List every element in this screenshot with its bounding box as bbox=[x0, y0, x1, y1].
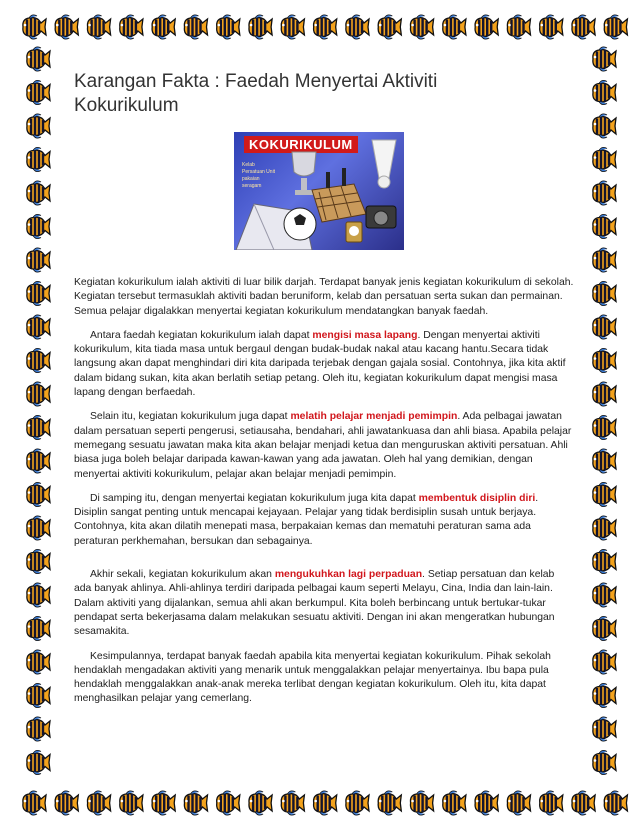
tropical-fish-icon bbox=[378, 791, 401, 815]
tropical-fish-icon bbox=[27, 583, 50, 607]
kokurikulum-illustration bbox=[234, 132, 404, 250]
tropical-fish-icon bbox=[120, 15, 143, 39]
paragraph-2: Selain itu, kegiatan kokurikulum juga dapat melatih pelajar menjadi pemimpin. Ada pelbagai jawatan dalam persatuan seperti pengerusi, setiausaha, bendahari, ahli jawatankuasa dan ahli biasa. Apabila pelajar memegang sesuatu jawatan maka kita akan belajar menjadi ketua dan menguruskan aktiviti persatuan. Ahli biasa juga boleh belajar daripada kawan-kawan yang ada jawatan. Oleh hal yang demikian, dengan menyertai aktiviti kokurikulum, pelajar akan belajar menjadi pemimpin. bbox=[74, 411, 572, 480]
tropical-fish-icon bbox=[217, 791, 240, 815]
tropical-fish-icon bbox=[443, 15, 466, 39]
tropical-fish-icon bbox=[604, 15, 627, 39]
tropical-fish-icon bbox=[120, 791, 143, 815]
soccer-ball-icon bbox=[284, 208, 316, 240]
tropical-fish-icon bbox=[604, 791, 627, 815]
tropical-fish-icon bbox=[27, 549, 50, 573]
tropical-fish-icon bbox=[475, 791, 498, 815]
tropical-fish-icon bbox=[593, 482, 616, 506]
tropical-fish-icon bbox=[593, 248, 616, 272]
paragraph-4: Akhir sekali, kegiatan kokurikulum akan mengukuhkan lagi perpaduan. Setiap persatuan dan kelab ada banyak ahlinya. Ahli-ahlinya terdiri daripada pelbagai kaum seperti Melayu, Cina, India dan lain-lain. Dalam aktiviti yang dijalankan, semua ahli akan berkumpul. Kita boleh berbincang untuk bertukar-tukar pendapat serta bekerjasama dalam melakukan sesuatu aktiviti. Dengan ini akan mengeratkan hubungan sesamakita. bbox=[74, 569, 555, 638]
key-point: mengukuhkan lagi perpaduan bbox=[274, 569, 423, 581]
tropical-fish-icon bbox=[87, 791, 110, 815]
tropical-fish-icon bbox=[593, 47, 616, 71]
tropical-fish-icon bbox=[593, 348, 616, 372]
tropical-fish-icon bbox=[27, 248, 50, 272]
tropical-fish-icon bbox=[593, 114, 616, 138]
tropical-fish-icon bbox=[281, 15, 304, 39]
tropical-fish-icon bbox=[27, 482, 50, 506]
camera-icon bbox=[366, 206, 396, 228]
illustration-art bbox=[234, 132, 404, 250]
tropical-fish-icon bbox=[27, 415, 50, 439]
tropical-fish-icon bbox=[27, 315, 50, 339]
tropical-fish-icon bbox=[27, 281, 50, 305]
tropical-fish-icon bbox=[55, 15, 78, 39]
tropical-fish-icon bbox=[593, 583, 616, 607]
tropical-fish-icon bbox=[540, 15, 563, 39]
page-title: Karangan Fakta : Faedah Menyertai Aktiviti Kokurikulum bbox=[74, 71, 438, 116]
tropical-fish-icon bbox=[593, 750, 616, 774]
tropical-fish-icon bbox=[27, 717, 50, 741]
tropical-fish-icon bbox=[314, 15, 337, 39]
tropical-fish-icon bbox=[27, 181, 50, 205]
tropical-fish-icon bbox=[346, 791, 369, 815]
key-point: melatih pelajar menjadi pemimpin bbox=[290, 411, 458, 423]
tropical-fish-icon bbox=[27, 683, 50, 707]
tropical-fish-icon bbox=[27, 449, 50, 473]
tropical-fish-icon bbox=[593, 516, 616, 540]
paragraph-conclusion: Kesimpulannya, terdapat banyak faedah apabila kita menyertai kegiatan kokurikulum. Pihak sekolah hendaklah mengadakan aktiviti yang menarik untuk menggalakkan pelajar menyertainya. Ibu bapa pula hendaklah menggalakkan anak-anak mereka terlibat dengan kegiatan kokurikulum. Oleh itu, kita dapat menghasilkan pelajar yang cemerlang. bbox=[74, 650, 551, 705]
paragraph-3: Di samping itu, dengan menyertai kegiatan kokurikulum juga kita dapat membentuk disiplin diri. Disiplin sangat penting untuk mencapai kejayaan. Pelajar yang tidak berdisiplin susah untuk berjaya. Contohnya, kita akan dilatih menepati masa, berpakaian kemas dan mematuhi peraturan sama ada peraturan perkhemahan, bersukan dan sebagainya. bbox=[74, 492, 539, 547]
paragraph-intro: Kegiatan kokurikulum ialah aktiviti di luar bilik darjah. Terdapat banyak jenis kegiatan kokurikulum di sekolah. Kegiatan tersebut termasuklah aktiviti badan beruniform, kelab dan persatuan serta sukan dan permainan. Semua pelajar digalakkan menyertai kegiatan kokurikulum mendatangkan banyak faedah. bbox=[74, 277, 574, 317]
tropical-fish-icon bbox=[593, 214, 616, 238]
tropical-fish-icon bbox=[593, 382, 616, 406]
tropical-fish-icon bbox=[281, 791, 304, 815]
tropical-fish-icon bbox=[217, 15, 240, 39]
tropical-fish-icon bbox=[593, 147, 616, 171]
tropical-fish-icon bbox=[27, 750, 50, 774]
tropical-fish-icon bbox=[593, 181, 616, 205]
tropical-fish-icon bbox=[507, 15, 530, 39]
tropical-fish-icon bbox=[27, 616, 50, 640]
tropical-fish-icon bbox=[27, 80, 50, 104]
image-caption: Kelab Persatuan Unit pakaian seragam bbox=[242, 162, 276, 189]
clock-icon bbox=[346, 222, 362, 242]
tropical-fish-icon bbox=[314, 791, 337, 815]
tropical-fish-icon bbox=[410, 15, 433, 39]
tropical-fish-icon bbox=[593, 616, 616, 640]
shuttlecock-icon bbox=[372, 140, 396, 188]
tropical-fish-icon bbox=[540, 791, 563, 815]
tropical-fish-icon bbox=[87, 15, 110, 39]
tropical-fish-icon bbox=[593, 683, 616, 707]
tropical-fish-icon bbox=[593, 80, 616, 104]
tropical-fish-icon bbox=[27, 47, 50, 71]
tropical-fish-icon bbox=[55, 791, 78, 815]
trophy-icon bbox=[292, 152, 316, 195]
chessboard-icon bbox=[312, 168, 366, 222]
tropical-fish-icon bbox=[249, 791, 272, 815]
tropical-fish-icon bbox=[184, 791, 207, 815]
tropical-fish-icon bbox=[27, 348, 50, 372]
tropical-fish-icon bbox=[572, 15, 595, 39]
tropical-fish-icon bbox=[572, 791, 595, 815]
tropical-fish-icon bbox=[152, 791, 175, 815]
paragraph-1: Antara faedah kegiatan kokurikulum ialah dapat mengisi masa lapang. Dengan menyertai aktiviti kokurikulum, kita tiada masa untuk bergaul dengan budak-budak nakal atau kacang hantu.Secara tidak langsung akan dapat menghindari diri kita daripada terjebak dengan gajala sosial. Contohnya, jika kita aktif dalam bidang sukan, kita akan berlatih setiap petang. Oleh itu, kegiatan kokurikulum dapat mengisi masa lapang dengan berfaedah. bbox=[74, 329, 566, 399]
tropical-fish-icon bbox=[593, 549, 616, 573]
tropical-fish-icon bbox=[378, 15, 401, 39]
image-banner: KOKURIKULUM bbox=[244, 136, 358, 153]
tropical-fish-icon bbox=[443, 791, 466, 815]
tropical-fish-icon bbox=[593, 315, 616, 339]
tropical-fish-icon bbox=[593, 415, 616, 439]
key-point: mengisi masa lapang bbox=[312, 329, 418, 341]
article-body bbox=[74, 276, 574, 707]
tropical-fish-icon bbox=[475, 15, 498, 39]
tropical-fish-icon bbox=[27, 516, 50, 540]
tropical-fish-icon bbox=[593, 449, 616, 473]
tropical-fish-icon bbox=[23, 791, 46, 815]
document-page bbox=[74, 70, 574, 717]
key-point: membentuk disiplin diri bbox=[418, 492, 536, 504]
tropical-fish-icon bbox=[593, 650, 616, 674]
tropical-fish-icon bbox=[27, 147, 50, 171]
tropical-fish-icon bbox=[27, 114, 50, 138]
tropical-fish-icon bbox=[152, 15, 175, 39]
tropical-fish-icon bbox=[27, 382, 50, 406]
tropical-fish-icon bbox=[23, 15, 46, 39]
tropical-fish-icon bbox=[27, 214, 50, 238]
tropical-fish-icon bbox=[346, 15, 369, 39]
tropical-fish-icon bbox=[593, 717, 616, 741]
tropical-fish-icon bbox=[184, 15, 207, 39]
tropical-fish-icon bbox=[249, 15, 272, 39]
tropical-fish-icon bbox=[593, 281, 616, 305]
tropical-fish-icon bbox=[27, 650, 50, 674]
tropical-fish-icon bbox=[410, 791, 433, 815]
tropical-fish-icon bbox=[507, 791, 530, 815]
